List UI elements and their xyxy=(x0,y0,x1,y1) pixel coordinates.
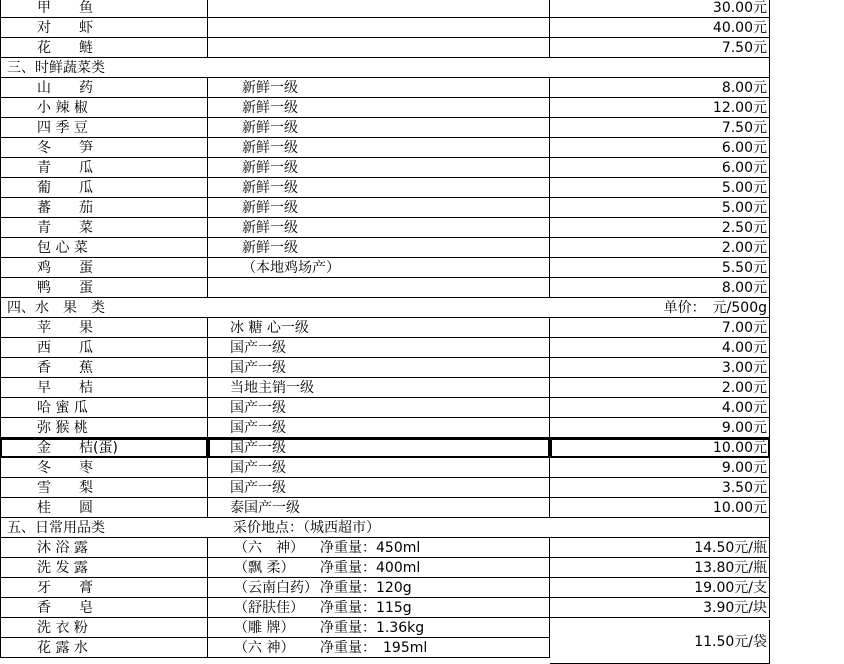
item-spec: 国产一级 xyxy=(230,400,286,416)
table-row xyxy=(0,38,843,58)
item-price: 40.00元 xyxy=(712,20,767,36)
item-price: 2.00元 xyxy=(721,380,767,396)
table-row xyxy=(0,578,843,598)
table-row xyxy=(0,418,843,438)
table-row xyxy=(0,598,843,618)
name-cell[interactable] xyxy=(0,438,208,458)
table-row xyxy=(0,278,843,298)
spec-cell[interactable] xyxy=(208,418,550,438)
spec-cell[interactable] xyxy=(208,478,550,498)
spec-cell[interactable] xyxy=(208,178,550,198)
spec-cell[interactable] xyxy=(208,338,550,358)
item-price: 30.00元 xyxy=(712,0,767,16)
price-cell[interactable] xyxy=(550,498,770,518)
price-cell[interactable] xyxy=(550,138,770,158)
item-name: 花 鲢 xyxy=(37,40,93,56)
item-weight: 净重量：120g xyxy=(320,580,412,596)
name-cell[interactable] xyxy=(0,98,208,118)
spec-cell[interactable] xyxy=(208,558,550,578)
price-cell[interactable] xyxy=(550,38,770,58)
price-cell[interactable] xyxy=(550,398,770,418)
category-cell[interactable] xyxy=(0,518,770,538)
spec-cell[interactable] xyxy=(208,378,550,398)
table-row xyxy=(0,318,843,338)
spec-cell[interactable] xyxy=(208,0,550,18)
item-name: 包 心 菜 xyxy=(37,240,88,256)
item-name: 哈 蜜 瓜 xyxy=(37,400,88,416)
item-name: 金 桔(蛋) xyxy=(37,440,118,456)
price-cell[interactable] xyxy=(550,118,770,138)
item-brand: （云南白药） xyxy=(234,580,318,596)
table-row xyxy=(0,178,843,198)
item-weight: 净重量：400ml xyxy=(320,560,421,576)
item-spec: （本地鸡场产） xyxy=(242,260,340,276)
item-brand: （舒肤佳） xyxy=(234,600,304,616)
category-cell[interactable] xyxy=(0,58,770,78)
spec-cell[interactable] xyxy=(208,158,550,178)
item-price: 8.00元 xyxy=(721,280,767,296)
table-row xyxy=(0,458,843,478)
table-row xyxy=(0,538,843,558)
item-name: 洗 发 露 xyxy=(37,560,88,576)
spec-cell[interactable] xyxy=(208,538,550,558)
spec-cell[interactable] xyxy=(208,498,550,518)
spec-cell[interactable] xyxy=(208,98,550,118)
name-cell[interactable] xyxy=(0,538,208,558)
table-row xyxy=(0,158,843,178)
table-row xyxy=(0,18,843,38)
name-cell[interactable] xyxy=(0,278,208,298)
spec-cell[interactable] xyxy=(208,278,550,298)
spec-cell[interactable] xyxy=(208,138,550,158)
name-cell[interactable] xyxy=(0,218,208,238)
spec-cell[interactable] xyxy=(208,458,550,478)
price-cell[interactable] xyxy=(550,158,770,178)
item-price: 13.80元/瓶 xyxy=(694,560,767,576)
item-price: 5.00元 xyxy=(721,200,767,216)
item-weight: 净重量：1.36kg xyxy=(320,620,425,636)
item-price: 3.00元 xyxy=(721,360,767,376)
spec-cell[interactable] xyxy=(208,358,550,378)
price-cell[interactable] xyxy=(550,278,770,298)
item-spec: 新鲜一级 xyxy=(242,180,298,196)
name-cell[interactable] xyxy=(0,378,208,398)
item-name: 花 露 水 xyxy=(37,640,88,656)
item-spec: 新鲜一级 xyxy=(242,120,298,136)
item-price: 6.00元 xyxy=(721,160,767,176)
name-cell[interactable] xyxy=(0,458,208,478)
price-cell[interactable] xyxy=(550,258,770,278)
item-name: 香 蕉 xyxy=(37,360,93,376)
item-name: 桂 圆 xyxy=(37,500,93,516)
table-row xyxy=(0,358,843,378)
price-cell[interactable] xyxy=(550,18,770,38)
table-row xyxy=(0,558,843,578)
name-cell[interactable] xyxy=(0,318,208,338)
item-price: 8.00元 xyxy=(721,80,767,96)
item-spec: 新鲜一级 xyxy=(242,100,298,116)
item-name: 洗 衣 粉 xyxy=(37,620,88,636)
item-spec: 国产一级 xyxy=(230,480,286,496)
item-price: 12.00元 xyxy=(712,100,767,116)
table-row xyxy=(0,118,843,138)
table-row xyxy=(0,98,843,118)
name-cell[interactable] xyxy=(0,418,208,438)
item-spec: 国产一级 xyxy=(230,360,286,376)
price-cell[interactable] xyxy=(550,178,770,198)
price-cell[interactable] xyxy=(550,98,770,118)
table-row xyxy=(0,218,843,238)
item-name: 苹 果 xyxy=(37,320,93,336)
name-cell[interactable] xyxy=(0,398,208,418)
item-name: 冬 笋 xyxy=(37,140,93,156)
item-weight: 净重量：115g xyxy=(320,600,412,616)
item-spec: 国产一级 xyxy=(230,440,286,456)
name-cell[interactable] xyxy=(0,118,208,138)
name-cell[interactable] xyxy=(0,338,208,358)
item-spec: 国产一级 xyxy=(230,340,286,356)
name-cell[interactable] xyxy=(0,598,208,618)
table-row xyxy=(0,518,843,538)
table-row xyxy=(0,58,843,78)
item-price: 7.50元 xyxy=(721,120,767,136)
spec-cell[interactable] xyxy=(208,598,550,618)
price-cell[interactable] xyxy=(550,578,770,598)
name-cell[interactable] xyxy=(0,138,208,158)
item-name: 沐 浴 露 xyxy=(37,540,88,556)
item-spec: 泰国产一级 xyxy=(230,500,300,516)
item-spec: 新鲜一级 xyxy=(242,220,298,236)
item-brand: （六 神） xyxy=(234,640,295,656)
price-cell[interactable] xyxy=(550,478,770,498)
price-cell[interactable] xyxy=(550,218,770,238)
spec-cell[interactable] xyxy=(208,118,550,138)
item-name: 小 辣 椒 xyxy=(37,100,88,116)
spec-cell[interactable] xyxy=(208,198,550,218)
category-label: 三、时鲜蔬菜类 xyxy=(7,60,105,76)
table-row xyxy=(0,478,843,498)
item-spec: 新鲜一级 xyxy=(242,200,298,216)
spec-cell[interactable] xyxy=(208,78,550,98)
item-name: 早 桔 xyxy=(37,380,93,396)
item-name: 鸡 蛋 xyxy=(37,260,93,276)
name-cell[interactable] xyxy=(0,618,208,638)
price-cell[interactable] xyxy=(550,598,770,618)
name-cell[interactable] xyxy=(0,78,208,98)
item-name: 山 药 xyxy=(37,80,93,96)
item-name: 葡 瓜 xyxy=(37,180,93,196)
table-row xyxy=(0,338,843,358)
name-cell[interactable] xyxy=(0,0,208,18)
purchase-location: 采价地点：（城西超市） xyxy=(233,520,380,536)
item-price: 4.00元 xyxy=(721,340,767,356)
price-cell[interactable] xyxy=(550,0,770,18)
item-brand: （飘 柔） xyxy=(234,560,295,576)
name-cell[interactable] xyxy=(0,638,208,658)
table-row xyxy=(0,298,843,318)
table-row xyxy=(0,238,843,258)
table-row xyxy=(0,258,843,278)
item-name: 甲 鱼 xyxy=(37,0,93,16)
merged-price-cell[interactable]: 11.50元/袋 xyxy=(550,620,770,664)
item-name: 冬 枣 xyxy=(37,460,93,476)
item-name: 鸭 蛋 xyxy=(37,280,93,296)
item-price: 2.50元 xyxy=(721,220,767,236)
table-row xyxy=(0,0,843,18)
item-name: 西 瓜 xyxy=(37,340,93,356)
name-cell[interactable] xyxy=(0,158,208,178)
item-spec: 国产一级 xyxy=(230,460,286,476)
item-price: 5.50元 xyxy=(721,260,767,276)
table-row xyxy=(0,198,843,218)
price-cell[interactable] xyxy=(550,438,770,458)
item-price: 10.00元 xyxy=(712,500,767,516)
item-price: 19.00元/支 xyxy=(694,580,767,596)
item-price: 14.50元/瓶 xyxy=(694,540,767,556)
name-cell[interactable] xyxy=(0,578,208,598)
category-label: 五、日常用品类 xyxy=(7,520,105,536)
name-cell[interactable] xyxy=(0,18,208,38)
name-cell[interactable] xyxy=(0,38,208,58)
item-name: 对 虾 xyxy=(37,20,93,36)
item-price: 3.90元/块 xyxy=(703,600,767,616)
price-cell[interactable] xyxy=(550,358,770,378)
table-row xyxy=(0,78,843,98)
item-spec: 新鲜一级 xyxy=(242,140,298,156)
item-name: 弥 猴 桃 xyxy=(37,420,88,436)
item-price: 7.50元 xyxy=(721,40,767,56)
item-name: 四 季 豆 xyxy=(37,120,88,136)
item-price: 7.00元 xyxy=(721,320,767,336)
name-cell[interactable] xyxy=(0,238,208,258)
price-cell[interactable] xyxy=(550,538,770,558)
spec-cell[interactable] xyxy=(208,318,550,338)
price-cell[interactable] xyxy=(550,78,770,98)
spec-cell[interactable] xyxy=(208,18,550,38)
item-price: 9.00元 xyxy=(721,420,767,436)
spec-cell[interactable] xyxy=(208,218,550,238)
item-brand: （六 神） xyxy=(234,540,304,556)
item-name: 香 皂 xyxy=(37,600,93,616)
item-price: 9.00元 xyxy=(721,460,767,476)
item-name: 青 菜 xyxy=(37,220,93,236)
table-row xyxy=(0,498,843,518)
spec-cell[interactable] xyxy=(208,438,550,458)
spec-cell[interactable] xyxy=(208,258,550,278)
name-cell[interactable] xyxy=(0,198,208,218)
item-spec: 新鲜一级 xyxy=(242,80,298,96)
name-cell[interactable] xyxy=(0,558,208,578)
price-cell[interactable] xyxy=(550,418,770,438)
name-cell[interactable] xyxy=(0,258,208,278)
item-name: 蕃 茄 xyxy=(37,200,93,216)
table-row xyxy=(0,438,843,458)
item-spec: 新鲜一级 xyxy=(242,160,298,176)
spec-cell[interactable] xyxy=(208,38,550,58)
item-price: 10.00元 xyxy=(712,440,767,456)
category-cell[interactable] xyxy=(0,298,770,318)
item-weight: 净重量：450ml xyxy=(320,540,421,556)
price-cell[interactable] xyxy=(550,318,770,338)
item-brand: （雕 牌） xyxy=(234,620,295,636)
item-name: 青 瓜 xyxy=(37,160,93,176)
item-price: 3.50元 xyxy=(721,480,767,496)
table-row xyxy=(0,398,843,418)
item-name: 牙 膏 xyxy=(37,580,93,596)
item-weight: 净重量： 195ml xyxy=(320,640,428,656)
price-cell[interactable] xyxy=(550,558,770,578)
price-cell[interactable] xyxy=(550,238,770,258)
item-name: 雪 梨 xyxy=(37,480,93,496)
item-spec: 冰 糖 心一级 xyxy=(230,320,309,336)
item-spec: 国产一级 xyxy=(230,420,286,436)
name-cell[interactable] xyxy=(0,358,208,378)
table-row xyxy=(0,378,843,398)
spec-cell[interactable] xyxy=(208,618,550,638)
price-cell[interactable] xyxy=(550,378,770,398)
category-label: 四、水 果 类 xyxy=(7,300,105,316)
item-spec: 新鲜一级 xyxy=(242,240,298,256)
spec-cell[interactable] xyxy=(208,638,550,658)
name-cell[interactable] xyxy=(0,178,208,198)
price-cell[interactable] xyxy=(550,198,770,218)
spec-cell[interactable] xyxy=(208,398,550,418)
name-cell[interactable] xyxy=(0,498,208,518)
table-row xyxy=(0,138,843,158)
price-cell[interactable] xyxy=(550,458,770,478)
item-price: 6.00元 xyxy=(721,140,767,156)
item-price: 2.00元 xyxy=(721,240,767,256)
item-spec: 当地主销一级 xyxy=(230,380,314,396)
spec-cell[interactable] xyxy=(208,238,550,258)
unit-note: 单价： 元/500g xyxy=(663,300,767,316)
spec-cell[interactable] xyxy=(208,578,550,598)
item-price: 5.00元 xyxy=(721,180,767,196)
item-price: 4.00元 xyxy=(721,400,767,416)
name-cell[interactable] xyxy=(0,478,208,498)
price-cell[interactable] xyxy=(550,338,770,358)
